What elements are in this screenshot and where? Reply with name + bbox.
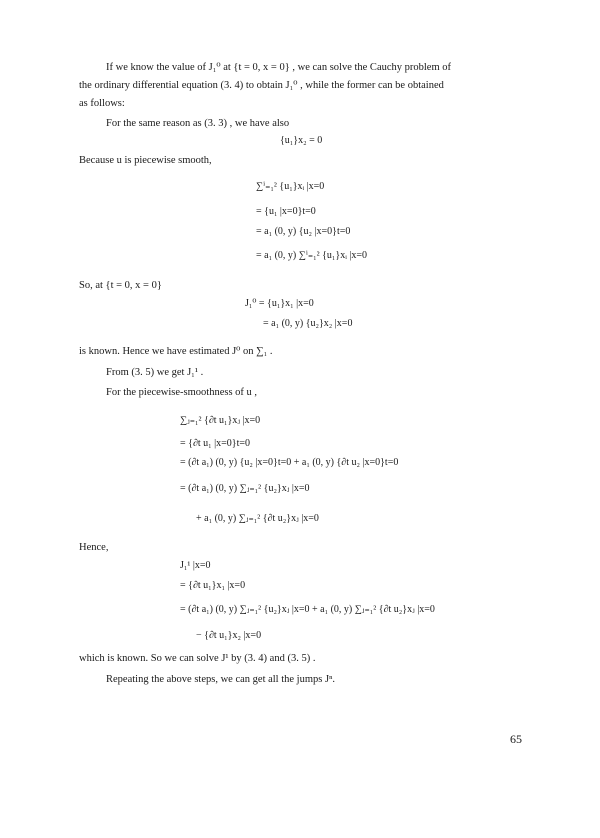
equation: = a₁ (0, y) {u₂}x₂ |x=0 <box>263 318 353 329</box>
text-line: If we know the value of J₁⁰ at {t = 0, x = 0} , we can solve the Cauchy problem of <box>106 62 451 73</box>
text-line: For the piecewise-smoothness of u , <box>106 387 258 398</box>
equation: − {∂t u₁}x₂ |x=0 <box>196 630 262 641</box>
equation: = {∂t u₁ |x=0}t=0 <box>180 438 251 449</box>
text-line: as follows: <box>79 98 125 109</box>
text-line: Because u is piecewise smooth, <box>79 155 212 166</box>
equation: J₁¹ |x=0 <box>180 560 211 571</box>
text-line: which is known. So we can solve J¹ by (3. 4) and (3. 5) . <box>79 653 316 664</box>
text-line: So, at {t = 0, x = 0} <box>79 280 162 291</box>
equation: = {u₁ |x=0}t=0 <box>256 206 316 217</box>
text-line: is known. Hence we have estimated J⁰ on ∑₁ . <box>79 346 273 357</box>
text-line: Hence, <box>79 542 109 553</box>
equation: {u₁}x₂ = 0 <box>280 135 323 146</box>
equation: = (∂t a₁) (0, y) ∑ⱼ₌₁² {u₂}xⱼ |x=0 + a₁ (0, y) ∑ⱼ₌₁² {∂t u₂}xⱼ |x=0 <box>180 604 435 615</box>
equation: J₁⁰ = {u₁}x₁ |x=0 <box>245 298 314 309</box>
equation: ∑ⁱ₌₁² {u₁}xᵢ |x=0 <box>256 181 325 192</box>
text-line: From (3. 5) we get J₁¹ . <box>106 367 204 378</box>
equation: = {∂t u₁}x₁ |x=0 <box>180 580 246 591</box>
equation: = a₁ (0, y) {u₂ |x=0}t=0 <box>256 226 351 237</box>
equation: + a₁ (0, y) ∑ⱼ₌₁² {∂t u₂}xⱼ |x=0 <box>196 513 319 524</box>
page-number: 65 <box>510 732 522 746</box>
equation: = (∂t a₁) (0, y) ∑ⱼ₌₁² {u₂}xⱼ |x=0 <box>180 483 310 494</box>
equation: ∑ⱼ₌₁² {∂t u₁}xⱼ |x=0 <box>180 415 261 426</box>
text-line: Repeating the above steps, we can get all the jumps Jⁿ. <box>106 674 335 685</box>
text-line: For the same reason as (3. 3) , we have also <box>106 118 290 129</box>
equation: = (∂t a₁) (0, y) {u₂ |x=0}t=0 + a₁ (0, y) {∂t u₂ |x=0}t=0 <box>180 457 399 468</box>
equation: = a₁ (0, y) ∑ⁱ₌₁² {u₁}xᵢ |x=0 <box>256 250 367 261</box>
text-line: the ordinary differential equation (3. 4) to obtain J₁⁰ , while the former can be obtained <box>79 80 444 91</box>
